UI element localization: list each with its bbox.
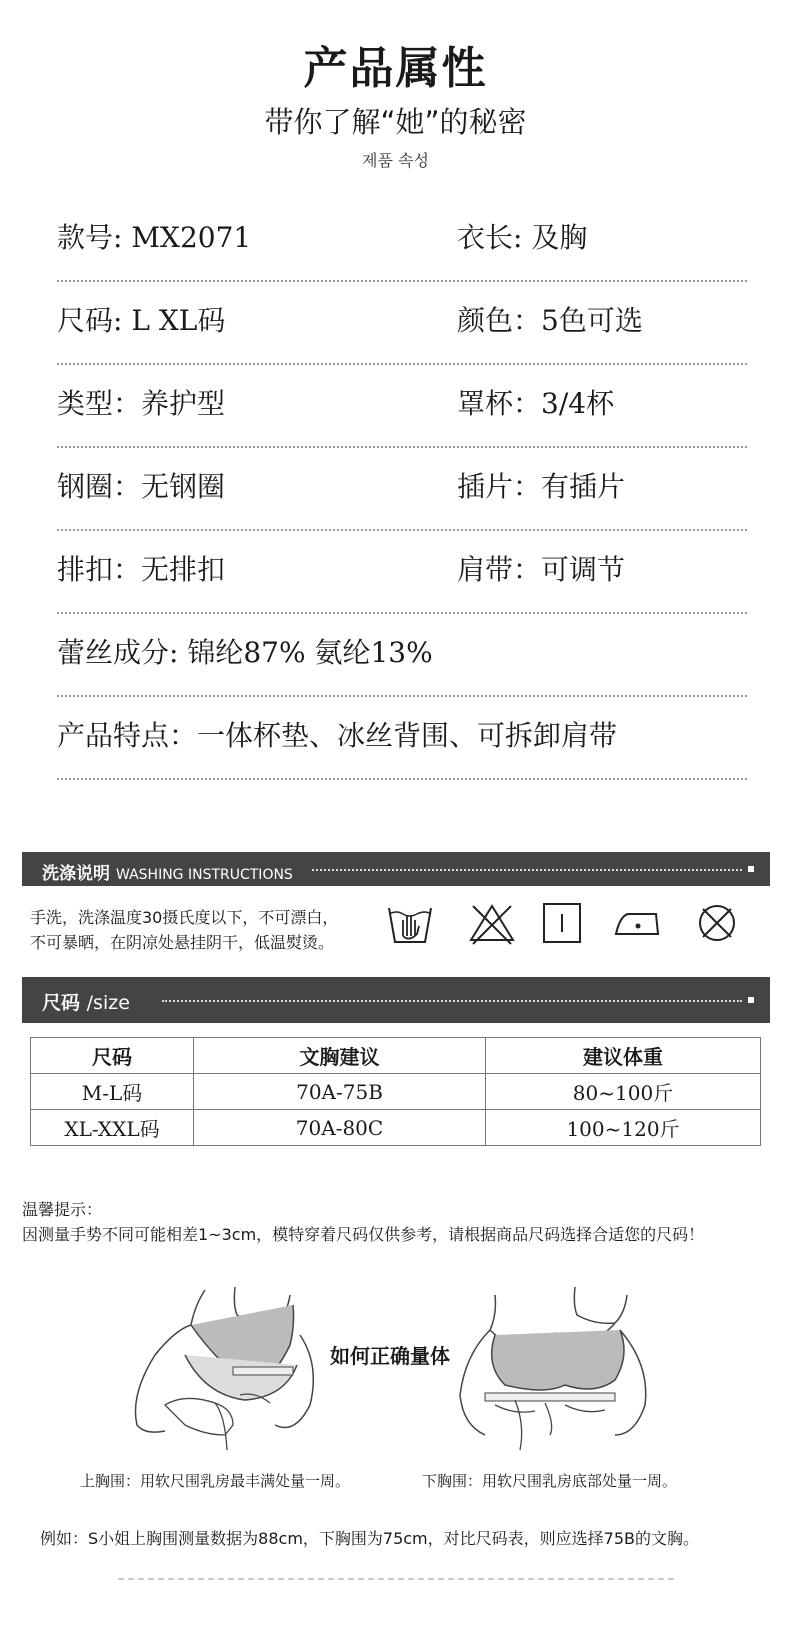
attribute-features: 产品特点：一体杯垫、冰丝背围、可拆卸肩带	[57, 719, 618, 752]
table-row	[31, 1074, 761, 1110]
washing-line-1: 手洗，洗涤温度30摄氏度以下，不可漂白，	[30, 908, 339, 927]
attribute-cup: 罩杯：3/4杯	[457, 387, 615, 420]
table-cell: XL-XXL码	[31, 1110, 194, 1146]
measure-example: 例如：S小姐上胸围测量数据为88cm，下胸围为75cm，对比尺码表，则应选择75B的文胸。	[40, 1529, 699, 1548]
attribute-length: 衣长: 及胸	[457, 221, 588, 254]
attribute-wire: 钢圈：无钢圈	[57, 470, 226, 503]
divider-end	[748, 866, 754, 872]
line-dry-icon	[537, 900, 587, 946]
attribute-style-no: 款号: MX2071	[57, 221, 252, 254]
column-header-weight: 建议体重	[486, 1038, 761, 1074]
attribute-row	[57, 609, 747, 697]
attribute-lace: 蕾丝成分: 锦纶87% 氨纶13%	[57, 636, 433, 669]
lower-bust-measure-illustration	[455, 1285, 655, 1455]
page-subtitle-korean: 제품 속성	[362, 151, 429, 170]
attribute-clasp: 排扣：无排扣	[57, 553, 226, 586]
attribute-row	[57, 443, 747, 531]
size-table	[30, 1037, 761, 1146]
divider	[162, 1000, 742, 1002]
column-header-bra: 文胸建议	[194, 1038, 486, 1074]
upper-bust-measure-illustration	[125, 1285, 325, 1455]
washing-section-header	[22, 852, 770, 886]
table-cell: 100~120斤	[486, 1110, 761, 1146]
attribute-row	[57, 526, 747, 614]
no-dry-clean-icon	[692, 900, 742, 946]
measure-title: 如何正确量体	[330, 1344, 450, 1368]
size-title: 尺码	[42, 992, 81, 1014]
washing-title: 洗涤说明	[42, 864, 110, 884]
table-cell: 80~100斤	[486, 1074, 761, 1110]
table-cell: M-L码	[31, 1074, 194, 1110]
hand-wash-icon	[385, 900, 435, 946]
column-header-size: 尺码	[31, 1038, 194, 1074]
attribute-row	[57, 277, 747, 365]
divider	[312, 869, 742, 871]
page-title: 产品属性	[303, 43, 488, 94]
low-iron-icon	[612, 900, 662, 946]
attribute-row	[57, 194, 747, 282]
size-section-header	[22, 977, 770, 1023]
tip-label: 温馨提示：	[22, 1200, 103, 1219]
table-header-row	[31, 1038, 761, 1074]
tip-text: 因测量手势不同可能相差1~3cm，模特穿着尺码仅供参考，请根据商品尺码选择合适您的尺码！	[22, 1225, 705, 1244]
attribute-strap: 肩带：可调节	[457, 553, 626, 586]
lower-bust-caption: 下胸围：用软尺围乳房底部处量一周。	[422, 1472, 678, 1490]
size-title-en: /size	[86, 992, 130, 1014]
attribute-row	[57, 692, 747, 780]
upper-bust-caption: 上胸围：用软尺围乳房最丰满处量一周。	[80, 1472, 351, 1490]
table-row	[31, 1110, 761, 1146]
table-cell: 70A-80C	[194, 1110, 486, 1146]
divider-end	[748, 997, 754, 1003]
washing-line-2: 不可暴晒，在阴凉处悬挂阴干，低温熨烫。	[30, 933, 335, 952]
attribute-color: 颜色：5色可选	[457, 304, 643, 337]
washing-text	[30, 905, 338, 955]
table-cell: 70A-75B	[194, 1074, 486, 1110]
no-bleach-icon	[467, 900, 517, 946]
attribute-insert: 插片：有插片	[457, 470, 626, 503]
washing-title-en: WASHING INSTRUCTIONS	[116, 867, 293, 883]
bottom-divider	[118, 1578, 674, 1580]
attribute-size: 尺码: L XL码	[57, 304, 226, 337]
attribute-row	[57, 360, 747, 448]
page-subtitle: 带你了解“她”的秘密	[264, 105, 527, 139]
attribute-type: 类型：养护型	[57, 387, 226, 420]
